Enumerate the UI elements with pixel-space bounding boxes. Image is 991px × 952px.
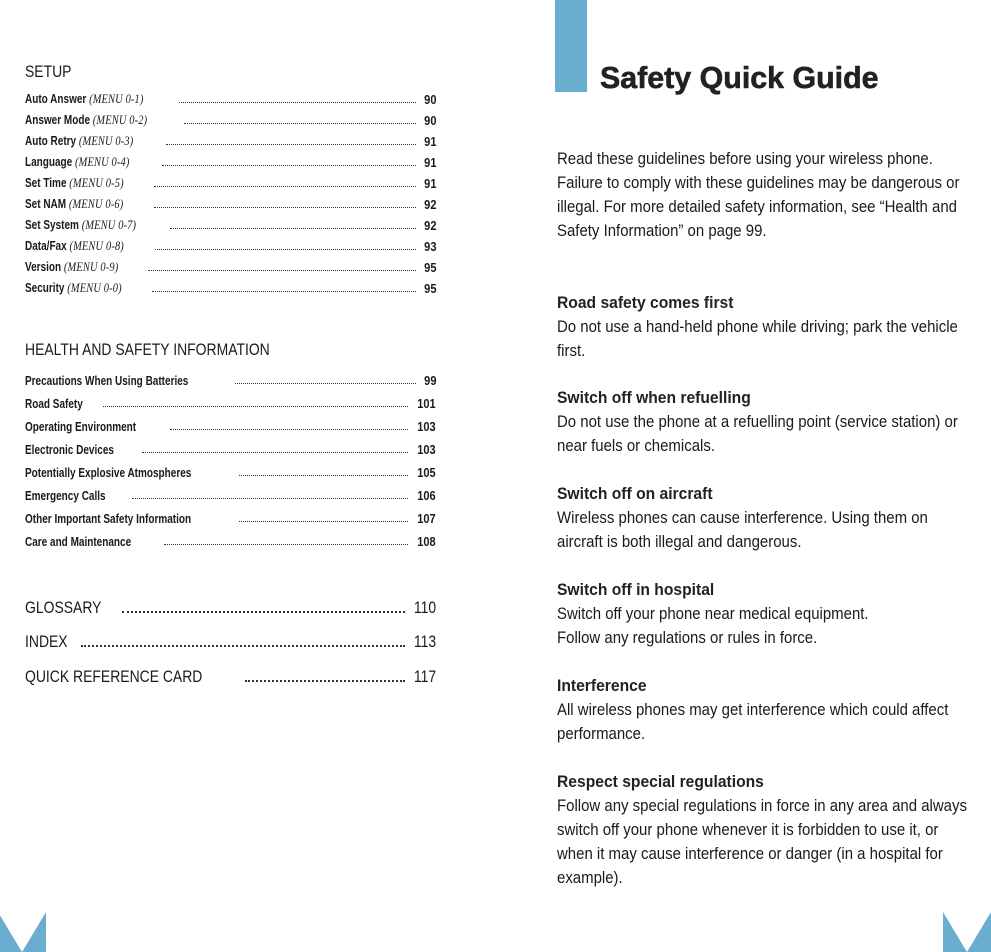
toc-menu-code: (MENU 0-4) [75,154,130,169]
section-interference [557,674,977,746]
toc-page-number: 103 [417,442,436,457]
section-refuelling [557,386,977,458]
toc-entry-auto-answer[interactable] [25,89,436,107]
page-title: Safety Quick Guide [600,60,879,95]
section-heading: Switch off in hospital [557,580,715,599]
toc-label: Other Important Safety Information [25,512,192,526]
dot-leader [122,611,405,613]
toc-page-number: 90 [423,113,436,128]
toc-page-number: 91 [423,134,436,149]
toc-entry-language[interactable] [25,152,436,170]
dot-leader [152,291,416,292]
toc-label: Security [25,281,65,295]
toc-label: Set NAM [25,197,67,211]
toc-page-number: 106 [417,488,436,503]
section-heading: Road safety comes first [557,293,734,312]
health-safety-heading: HEALTH AND SAFETY INFORMATION [25,340,270,359]
dot-leader [239,521,409,522]
accent-bar [555,0,587,92]
section-heading: Switch off when refuelling [557,388,751,407]
section-body: All wireless phones may get interference which could affect performance. [557,700,949,743]
toc-label: Auto Answer [25,92,87,106]
dot-leader [245,680,405,682]
toc-label: Set Time [25,176,67,190]
section-body: Wireless phones can cause interference. Using them on aircraft is both illegal and dangerous. [557,508,928,551]
dot-leader [154,186,415,187]
intro-text: Read these guidelines before using your wireless phone. Failure to comply with these guidelines may be dangerous or illegal. For more detailed safety information, see “Health and Safety Information” on page 99. [557,149,960,240]
toc-label: Emergency Calls [25,489,106,503]
dot-leader [162,165,416,166]
toc-menu-code: (MENU 0-9) [63,259,119,274]
toc-menu-code: (MENU 0-1) [89,91,144,106]
page-number-right: 5 [964,934,971,946]
toc-page-number: 105 [417,465,436,480]
dot-leader [179,102,415,103]
dot-leader [170,429,408,430]
toc-menu-code: (MENU 0-7) [81,217,137,232]
section-body: Do not use the phone at a refuelling point (service station) or near fuels or chemicals. [557,412,958,455]
toc-entry-answer-mode[interactable] [25,110,436,128]
toc-label: Set System [25,218,79,232]
dot-leader [239,475,408,476]
toc-page-number: 113 [413,632,436,651]
page-corner-left-shape [0,912,48,952]
toc-page-number: 91 [423,155,436,170]
section-aircraft [557,482,977,554]
toc-page-number: 99 [423,373,436,388]
toc-page-number: 92 [423,197,436,212]
intro-paragraph [557,147,977,243]
toc-entry-version[interactable] [25,257,436,275]
dot-leader [132,498,409,499]
toc-menu-code: (MENU 0-3) [78,133,134,148]
toc-menu-code: (MENU 0-6) [68,196,124,211]
toc-page-number: 110 [413,598,436,617]
toc-menu-code: (MENU 0-2) [92,112,148,127]
toc-entry-auto-retry[interactable] [25,131,436,149]
section-body: Do not use a hand-held phone while driving; park the vehicle first. [557,317,958,360]
toc-label: Potentially Explosive Atmospheres [25,466,192,480]
toc-entry-care-maintenance[interactable] [25,531,436,549]
toc-entry-set-time[interactable] [25,173,436,191]
dot-leader [154,207,416,208]
section-special-regulations [557,770,977,890]
toc-label: GLOSSARY [25,598,102,617]
section-road-safety [557,291,977,363]
toc-label: INDEX [25,632,68,651]
dot-leader [142,452,408,453]
toc-entry-data-fax[interactable] [25,236,436,254]
section-heading: Respect special regulations [557,772,764,791]
toc-entry-glossary[interactable] [25,596,436,618]
toc-label: Language [25,155,73,169]
dot-leader [164,544,409,545]
toc-label: Precautions When Using Batteries [25,374,189,388]
dot-leader [184,123,416,124]
dot-leader [235,383,415,384]
toc-page-number: 95 [423,260,436,275]
toc-page-number: 92 [423,218,436,233]
toc-entry-electronic-devices[interactable] [25,439,436,457]
toc-label: Road Safety [25,397,83,411]
dot-leader [155,249,416,250]
toc-entry-index[interactable] [25,630,436,652]
dot-leader [81,645,405,647]
toc-entry-security[interactable] [25,278,436,296]
toc-page-number: 101 [417,396,436,411]
toc-page-number: 95 [423,281,436,296]
section-hospital [557,578,977,650]
section-heading: Interference [557,676,647,695]
page-corner-right [943,912,991,952]
toc-entry-road-safety[interactable] [25,393,436,411]
toc-label: Operating Environment [25,420,137,434]
toc-entry-set-system[interactable] [25,215,436,233]
toc-entry-set-nam[interactable] [25,194,436,212]
toc-label: Auto Retry [25,134,77,148]
toc-label: Care and Maintenance [25,535,132,549]
toc-page-number: 103 [417,419,436,434]
section-heading: Switch off on aircraft [557,484,713,503]
toc-entry-emergency-calls[interactable] [25,485,436,503]
toc-page-number: 91 [423,176,436,191]
toc-page-number: 108 [417,534,436,549]
toc-label: Version [25,260,62,274]
section-body: Follow any special regulations in force in any area and always switch off your phone whenever it is forbidden to use it, or when it may cause interference or danger (in a hospital for example). [557,796,967,887]
toc-page-number: 90 [423,92,436,107]
toc-label: QUICK REFERENCE CARD [25,667,203,686]
dot-leader [166,144,415,145]
toc-page-number: 117 [413,667,436,686]
toc-menu-code: (MENU 0-0) [67,280,122,295]
toc-page-number: 107 [417,511,436,526]
toc-entry-other-safety-info[interactable] [25,508,436,526]
toc-entry-quick-reference-card[interactable] [25,665,436,687]
toc-label: Electronic Devices [25,443,114,457]
page-number-left: 4 [19,934,26,946]
toc-menu-code: (MENU 0-8) [69,238,124,253]
toc-page-number: 93 [423,239,436,254]
section-body: Switch off your phone near medical equipment. Follow any regulations or rules in force. [557,604,869,647]
toc-menu-code: (MENU 0-5) [69,175,124,190]
toc-entry-operating-environment[interactable] [25,416,436,434]
toc-label: Answer Mode [25,113,91,127]
dot-leader [148,270,416,271]
dot-leader [103,406,408,407]
toc-entry-explosive-atmospheres[interactable] [25,462,436,480]
toc-entry-batteries[interactable] [25,370,436,388]
dot-leader [170,228,416,229]
setup-heading: SETUP [25,62,72,81]
toc-label: Data/Fax [25,239,67,253]
